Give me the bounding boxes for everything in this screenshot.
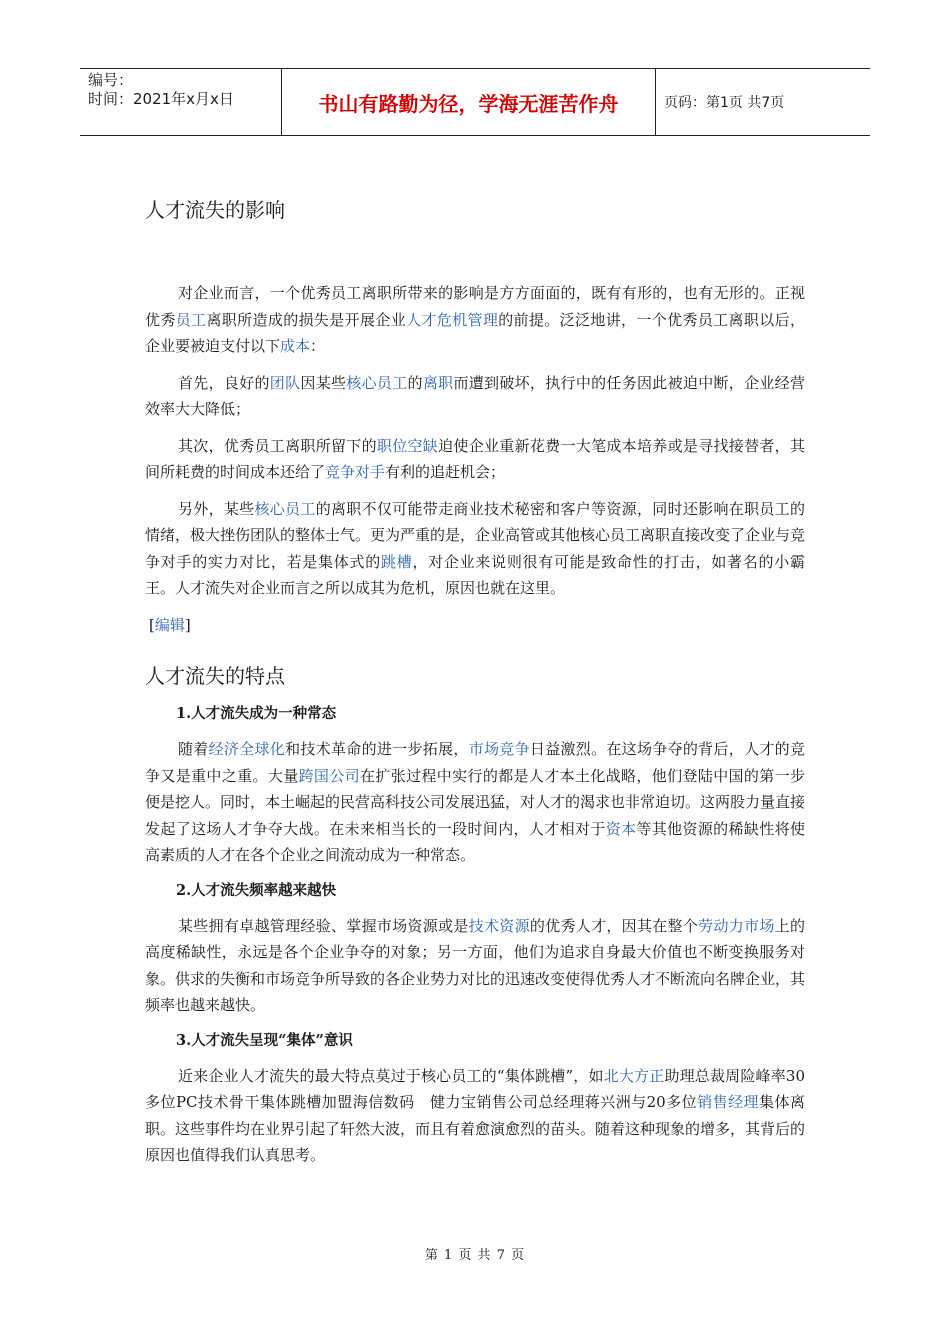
section-title-characteristics: 人才流失的特点 (145, 664, 285, 688)
header-page-info: 页码：第1页 共7页 (664, 95, 785, 111)
link-founder[interactable]: 北大方正 (603, 1066, 665, 1085)
subheading: 1.人才流失成为一种常态 (176, 705, 337, 722)
link-employee[interactable]: 员工 (175, 310, 207, 329)
link-capital[interactable]: 资本 (605, 819, 637, 838)
link-core-employee[interactable]: 核心员工 (346, 373, 408, 392)
paragraph: 近来企业人才流失的最大特点莫过于核心员工的“集体跳槽”，如北大方正助理总裁周险峰率30多位PC技术骨干集体跳槽加盟海信数码 健力宝销售公司总经理蒋兴洲与20多位销售经理集体离职。这些事件均在业界引起了轩然大波，而且有着愈演愈烈的苗头。随着这种现象的增多，其背后的原因也值得我们认真思考。 (145, 1066, 806, 1164)
page-footer: 第 1 页 共 7 页 (424, 1248, 526, 1263)
section-title-impact: 人才流失的影响 (145, 198, 285, 222)
subheading: 2.人才流失频率越来越快 (176, 881, 337, 899)
subheading: 3.人才流失呈现“集体”意识 (176, 1031, 353, 1049)
paragraph: 对企业而言，一个优秀员工离职所带来的影响是方方面面的，既有有形的，也有无形的。正视优秀员工离职所造成的损失是开展企业人才危机管理的前提。泛泛地讲，一个优秀员工离职以后，企业要被迫支付以下成本： (145, 284, 805, 355)
link-vacancy[interactable]: 职位空缺 (376, 436, 439, 455)
document-body (145, 196, 805, 1169)
link-competitor[interactable]: 竞争对手 (325, 463, 386, 481)
link-job-hopping[interactable]: 跳槽 (380, 552, 413, 571)
link-market-competition[interactable]: 市场竞争 (468, 740, 530, 758)
edit-section-link: [编辑] (149, 615, 191, 634)
link-talent-crisis-management[interactable]: 人才危机管理 (406, 310, 499, 329)
link-multinational[interactable]: 跨国公司 (298, 766, 360, 785)
edit-link[interactable]: 编辑 (154, 615, 185, 634)
number-label: 编号： (88, 71, 134, 89)
link-sales-manager[interactable]: 销售经理 (697, 1093, 760, 1111)
link-team[interactable]: 团队 (269, 373, 301, 392)
time-label: 时间：2021年x月x日 (88, 90, 234, 108)
header-meta (80, 69, 282, 135)
link-resignation[interactable]: 离职 (422, 373, 454, 392)
paragraph: 某些拥有卓越管理经验、掌握市场资源或是技术资源的优秀人才，因其在整个劳动力市场上的高度稀缺性，永远是各个企业争夺的对象；另一方面，他们为追求自身最大价值也不断变换服务对象。供求的失衡和市场竞争所导致的各企业势力对比的迅速改变使得优秀人才不断流向名牌企业，其频率也越来越快。 (145, 916, 806, 1014)
paragraph: 另外，某些核心员工的离职不仅可能带走商业技术秘密和客户等资源，同时还影响在职员工的情绪，极大挫伤团队的整体士气。更为严重的是，企业高管或其他核心员工离职直接改变了企业与竞争对手的实力对比，若是集体式的跳槽，对企业来说则很有可能是致命性的打击，如著名的小霸王。人才流失对企业而言之所以成其为危机，原因也就在这里。 (145, 499, 806, 597)
page-header (80, 68, 870, 136)
paragraph: 随着经济全球化和技术革命的进一步拓展，市场竞争日益激烈。在这场争夺的背后，人才的竞争又是重中之重。大量跨国公司在扩张过程中实行的都是人才本土化战略，他们登陆中国的第一步便是挖人。同时，本土崛起的民营高科技公司发展迅猛，对人才的渴求也非常迫切。这两股力量直接发起了这场人才争夺大战。在未来相当长的一段时间内，人才相对于资本等其他资源的稀缺性将使高素质的人才在各个企业之间流动成为一种常态。 (145, 740, 806, 864)
link-cost[interactable]: 成本 (280, 337, 311, 355)
paragraph: 首先，良好的团队因某些核心员工的离职而遭到破坏，执行中的任务因此被迫中断，企业经营效率大大降低； (145, 373, 805, 418)
paragraph: 其次，优秀员工离职所留下的职位空缺迫使企业重新花费一大笔成本培养或是寻找接替者，其间所耗费的时间成本还给了竞争对手有利的追赶机会； (145, 436, 805, 481)
link-globalization[interactable]: 经济全球化 (208, 740, 286, 758)
link-technical-resources[interactable]: 技术资源 (468, 916, 530, 935)
header-motto: 书山有路勤为径，学海无涯苦作舟 (282, 69, 656, 135)
link-labor-market[interactable]: 劳动力市场 (698, 916, 775, 935)
link-core-employee[interactable]: 核心员工 (254, 499, 316, 518)
